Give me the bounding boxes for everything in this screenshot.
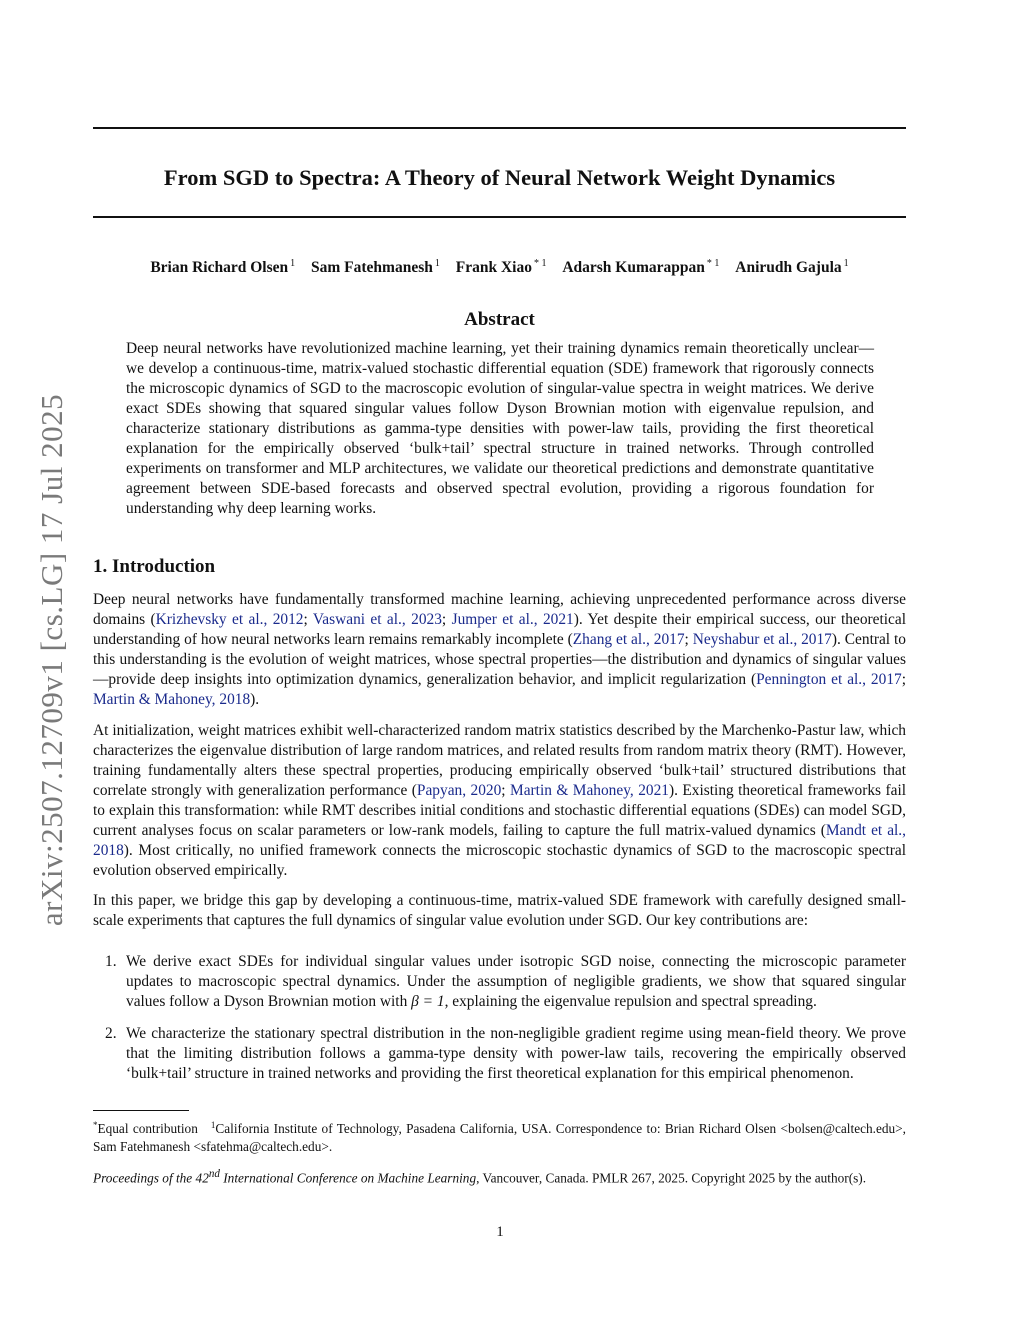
footnote-mark: 1 [210, 1120, 216, 1130]
affiliation-text: California Institute of Technology, Pasadena California, USA. Correspondence to: Brian Richard Olsen <bolsen@caltech.edu>, Sam Fatehmanesh <sfatehma@caltech.edu>. [93, 1121, 906, 1154]
introduction-heading: 1. Introduction [93, 556, 216, 577]
citation-link[interactable]: Pennington et al., 2017 [756, 671, 902, 688]
citation-separator: ; [303, 611, 313, 628]
footnote-rule [93, 1110, 189, 1111]
arxiv-identifier-stamp: arXiv:2507.12709v1 [cs.LG] 17 Jul 2025 [34, 393, 69, 927]
contribution-item [93, 1024, 906, 1084]
proceedings-italic: International Conference on Machine Learning [219, 1170, 477, 1186]
citation-link[interactable]: Martin & Mahoney, 2018 [93, 691, 251, 708]
paragraph-text: ). Most critically, no unified framework connects the microscopic stochastic dynamics of SGD to the macroscopic spectral evolution observed empirically. [93, 842, 906, 879]
citation-separator: ; [441, 611, 452, 628]
introduction-paragraph-3: In this paper, we bridge this gap by developing a continuous-time, matrix-valued SDE framework with carefully designed small-scale experiments that captures the full dynamics of singular value evolution under SGD. Our key contributions are: [93, 892, 906, 929]
author-affiliation-mark: 1 [290, 258, 296, 269]
paragraph-text: ). Central to this understanding is the evolution of weight matrices, whose spectral properties—the distribution and dynamics of singular values—provide deep insights into optimization dynamics, generalization behavior, and implicit regularization ( [93, 631, 906, 688]
paper-title: From SGD to Spectra: A Theory of Neural Network Weight Dynamics [163, 165, 836, 190]
author [311, 253, 440, 279]
citation-link[interactable]: Neyshabur et al., 2017 [692, 631, 832, 648]
citation-link[interactable]: Martin & Mahoney, 2021 [510, 782, 669, 799]
abstract-heading: Abstract [464, 309, 535, 330]
proceedings-italic: Proceedings of the [93, 1170, 196, 1186]
introduction-paragraph-2 [93, 721, 906, 881]
author [562, 253, 719, 279]
citation-link[interactable]: Zhang et al., 2017 [572, 631, 685, 648]
proceedings-text: , Vancouver, Canada. PMLR 267, 2025. Copyright 2025 by the author(s). [476, 1170, 867, 1186]
list-number: 2. [105, 1025, 117, 1042]
author-name: Frank Xiao [455, 259, 532, 276]
contribution-text: We characterize the stationary spectral distribution in the non-negligible gradient regime using mean-field theory. We prove that the limiting distribution follows a gamma-type density with power-law tails, recovering the empirically observed ‘bulk+tail’ structure in trained networks and providing the first theoretical explanation for this empirical phenomenon. [126, 1025, 906, 1082]
author [735, 253, 848, 279]
introduction-paragraph-1 [93, 590, 906, 710]
author [150, 253, 295, 279]
author-affiliation-mark: * 1 [706, 258, 720, 269]
paragraph-text: ). Existing theoretical frameworks fail to explain this transformation: while RMT describes initial conditions and stochastic differential equations (SDEs) can model SGD, current analyses focus on scalar parameters or low-rank models, failing to capture the full matrix-valued dynamics ( [93, 782, 906, 839]
contribution-item [93, 952, 906, 1012]
author-name: Brian Richard Olsen [150, 259, 289, 276]
author-affiliation-mark: * 1 [533, 258, 547, 269]
citation-separator: ; [684, 631, 693, 648]
author-name: Anirudh Gajula [735, 259, 842, 276]
footnote [93, 1116, 906, 1156]
proceedings-ordinal: 42 [195, 1170, 209, 1186]
paragraph-text: ). [250, 691, 260, 708]
title-bottom-rule [93, 216, 906, 218]
paragraph-text: Deep neural networks have fundamentally transformed machine learning, achieving unprecedented performance across diverse domains ( [93, 591, 906, 628]
author-affiliation-mark: 1 [434, 258, 440, 269]
author-name: Sam Fatehmanesh [311, 259, 433, 276]
citation-separator: ; [501, 782, 511, 799]
title-top-rule [93, 127, 906, 129]
author-list [93, 253, 906, 279]
proceedings-ordinal-suffix: nd [208, 1168, 220, 1180]
citation-link[interactable]: Mandt et al., 2018 [93, 822, 907, 859]
math-expression: β = 1 [411, 993, 445, 1010]
proceedings-notice [93, 1165, 906, 1187]
footnote-mark: * [93, 1120, 98, 1130]
citation-link[interactable]: Papyan, 2020 [416, 782, 502, 799]
paragraph-text: ). Yet despite their empirical success, our theoretical understanding of how neural networks learn remains remarkably incomplete ( [93, 611, 906, 648]
citation-link[interactable]: Vaswani et al., 2023 [312, 611, 442, 628]
citation-link[interactable]: Jumper et al., 2021 [451, 611, 574, 628]
citation-link[interactable]: Krizhevsky et al., 2012 [155, 611, 304, 628]
abstract-text: Deep neural networks have revolutionized machine learning, yet their training dynamics remain theoretically unclear—we develop a continuous-time, matrix-valued stochastic differential equation (SDE) framework that rigorously connects the microscopic dynamics of SGD to the macroscopic evolution of singular-value spectra in weight matrices. We derive exact SDEs showing that squared singular values follow Dyson Brownian motion with eigenvalue repulsion, and characterize stationary distributions as gamma-type densities with power-law tails, providing the first theoretical explanation for the empirically observed ‘bulk+tail’ spectral structure in trained networks. Through controlled experiments on transformer and MLP architectures, we validate our theoretical predictions and demonstrate quantitative agreement between SDE-based forecasts and observed spectral evolution, providing a rigorous foundation for understanding why deep learning works. [126, 340, 874, 517]
page-number: 1 [496, 1224, 504, 1240]
author [456, 253, 547, 279]
list-number: 1. [105, 953, 117, 970]
contribution-text: We derive exact SDEs for individual singular values under isotropic SGD noise, connecting the microscopic parameter updates to macroscopic spectral dynamics. Under the assumption of negligible gradients, we show that squared singular values follow a Dyson Brownian motion with [126, 953, 906, 1010]
paragraph-text: At initialization, weight matrices exhibit well-characterized random matrix statistics described by the Marchenko-Pastur law, which characterizes the eigenvalue distribution of large random matrices, and related results from random matrix theory (RMT). However, training fundamentally alters these spectral properties, producing empirically observed ‘bulk+tail’ structured distributions that correlate strongly with generalization performance ( [93, 722, 906, 799]
citation-separator: ; [901, 671, 906, 688]
author-name: Adarsh Kumarappan [562, 259, 705, 276]
author-affiliation-mark: 1 [843, 258, 849, 269]
footnote-text: Equal contribution [97, 1121, 198, 1136]
contributions-list [93, 952, 906, 1096]
contribution-text: , explaining the eigenvalue repulsion and spectral spreading. [444, 993, 817, 1010]
